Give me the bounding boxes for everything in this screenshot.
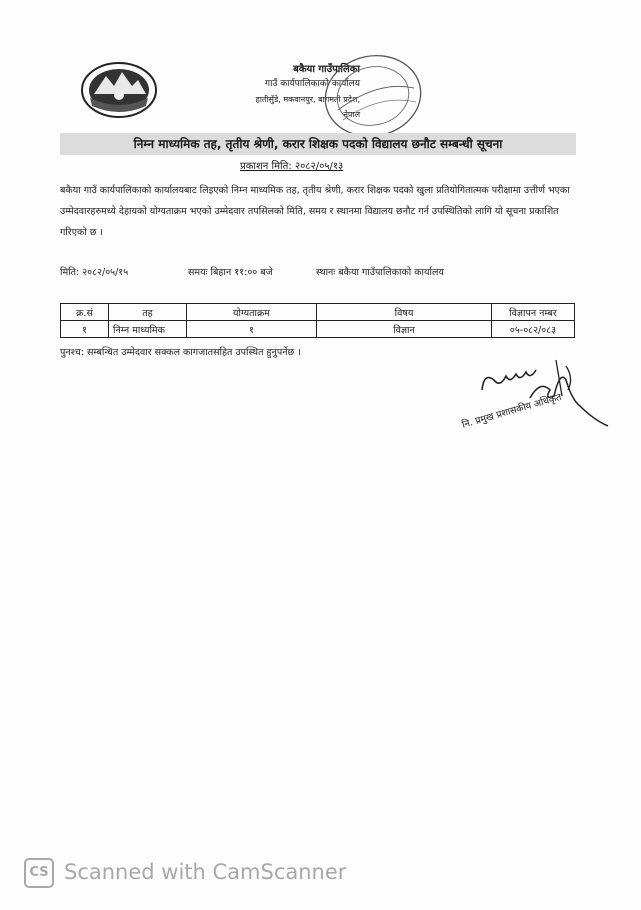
cell-serial: १ — [61, 321, 109, 338]
footnote: पुनश्च: सम्बन्धित उम्मेदवार सक्कल कागजातसहित उपस्थित हुनुपर्नेछ । — [60, 347, 301, 358]
officer-designation: नि. प्रमुख प्रशासकीय अधिकृत — [460, 391, 563, 431]
nepal-emblem-icon — [80, 60, 158, 120]
notice-time: समयः बिहान ११:०० बजे — [188, 267, 273, 278]
cell-level: निम्न माध्यमिक — [109, 321, 187, 338]
cell-subject: विज्ञान — [317, 321, 492, 338]
cell-advertisement-number: ०५-०८२/०८३ — [492, 321, 575, 338]
cell-merit-rank: १ — [187, 321, 317, 338]
office-name: बकैया गाउँपालिका — [293, 64, 360, 75]
column-header-merit-rank: योग्यताक्रम — [187, 304, 317, 321]
camscanner-logo-icon: CS — [24, 858, 54, 888]
notice-date: मिति: २०८२/०५/१५ — [60, 267, 129, 278]
publish-date: प्रकाशन मिति: २०८२/०५/१३ — [240, 161, 344, 172]
table-row — [61, 321, 575, 338]
office-address: हातीसुँडे, मकवानपुर, बागमती प्रदेश, नेपाल — [255, 95, 360, 119]
notice-venue: स्थानः बकैया गाउँपालिकाको कार्यालय — [316, 267, 444, 278]
column-header-advertisement-number: विज्ञापन नम्बर — [492, 304, 575, 321]
candidate-table — [60, 303, 575, 338]
column-header-subject: विषय — [317, 304, 492, 321]
notice-title: निम्न माध्यमिक तह, तृतीय श्रेणी, करार शिक्षक पदको विद्यालय छनौट सम्बन्धी सूचना — [60, 133, 576, 155]
notice-body: बकैया गाउँ कार्यपालिकाको कार्यालयबाट लिइएको निम्न माध्यमिक तह, तृतीय श्रेणी, करार शिक्षक पदको खुला प्रतियोगितात्मक परीक्षामा उत्तीर्ण भएका उम्मेदवारहरुमध्ये देहायको योग्यताक्रम भएको उम्मेदवार तपसिलको मिति, समय र स्थानमा विद्यालय छनौट गर्न उपस्थितिको लागि यो सूचना प्रकाशित गरिएको छ । — [60, 185, 570, 238]
column-header-level: तह — [109, 304, 187, 321]
office-subtitle: गाउँ कार्यपालिकाको कार्यालय — [265, 79, 360, 89]
office-stamp-icon — [318, 50, 428, 142]
column-header-serial: क्र.सं — [61, 304, 109, 321]
camscanner-text: Scanned with CamScanner — [64, 860, 347, 884]
table-header-row — [61, 304, 575, 321]
